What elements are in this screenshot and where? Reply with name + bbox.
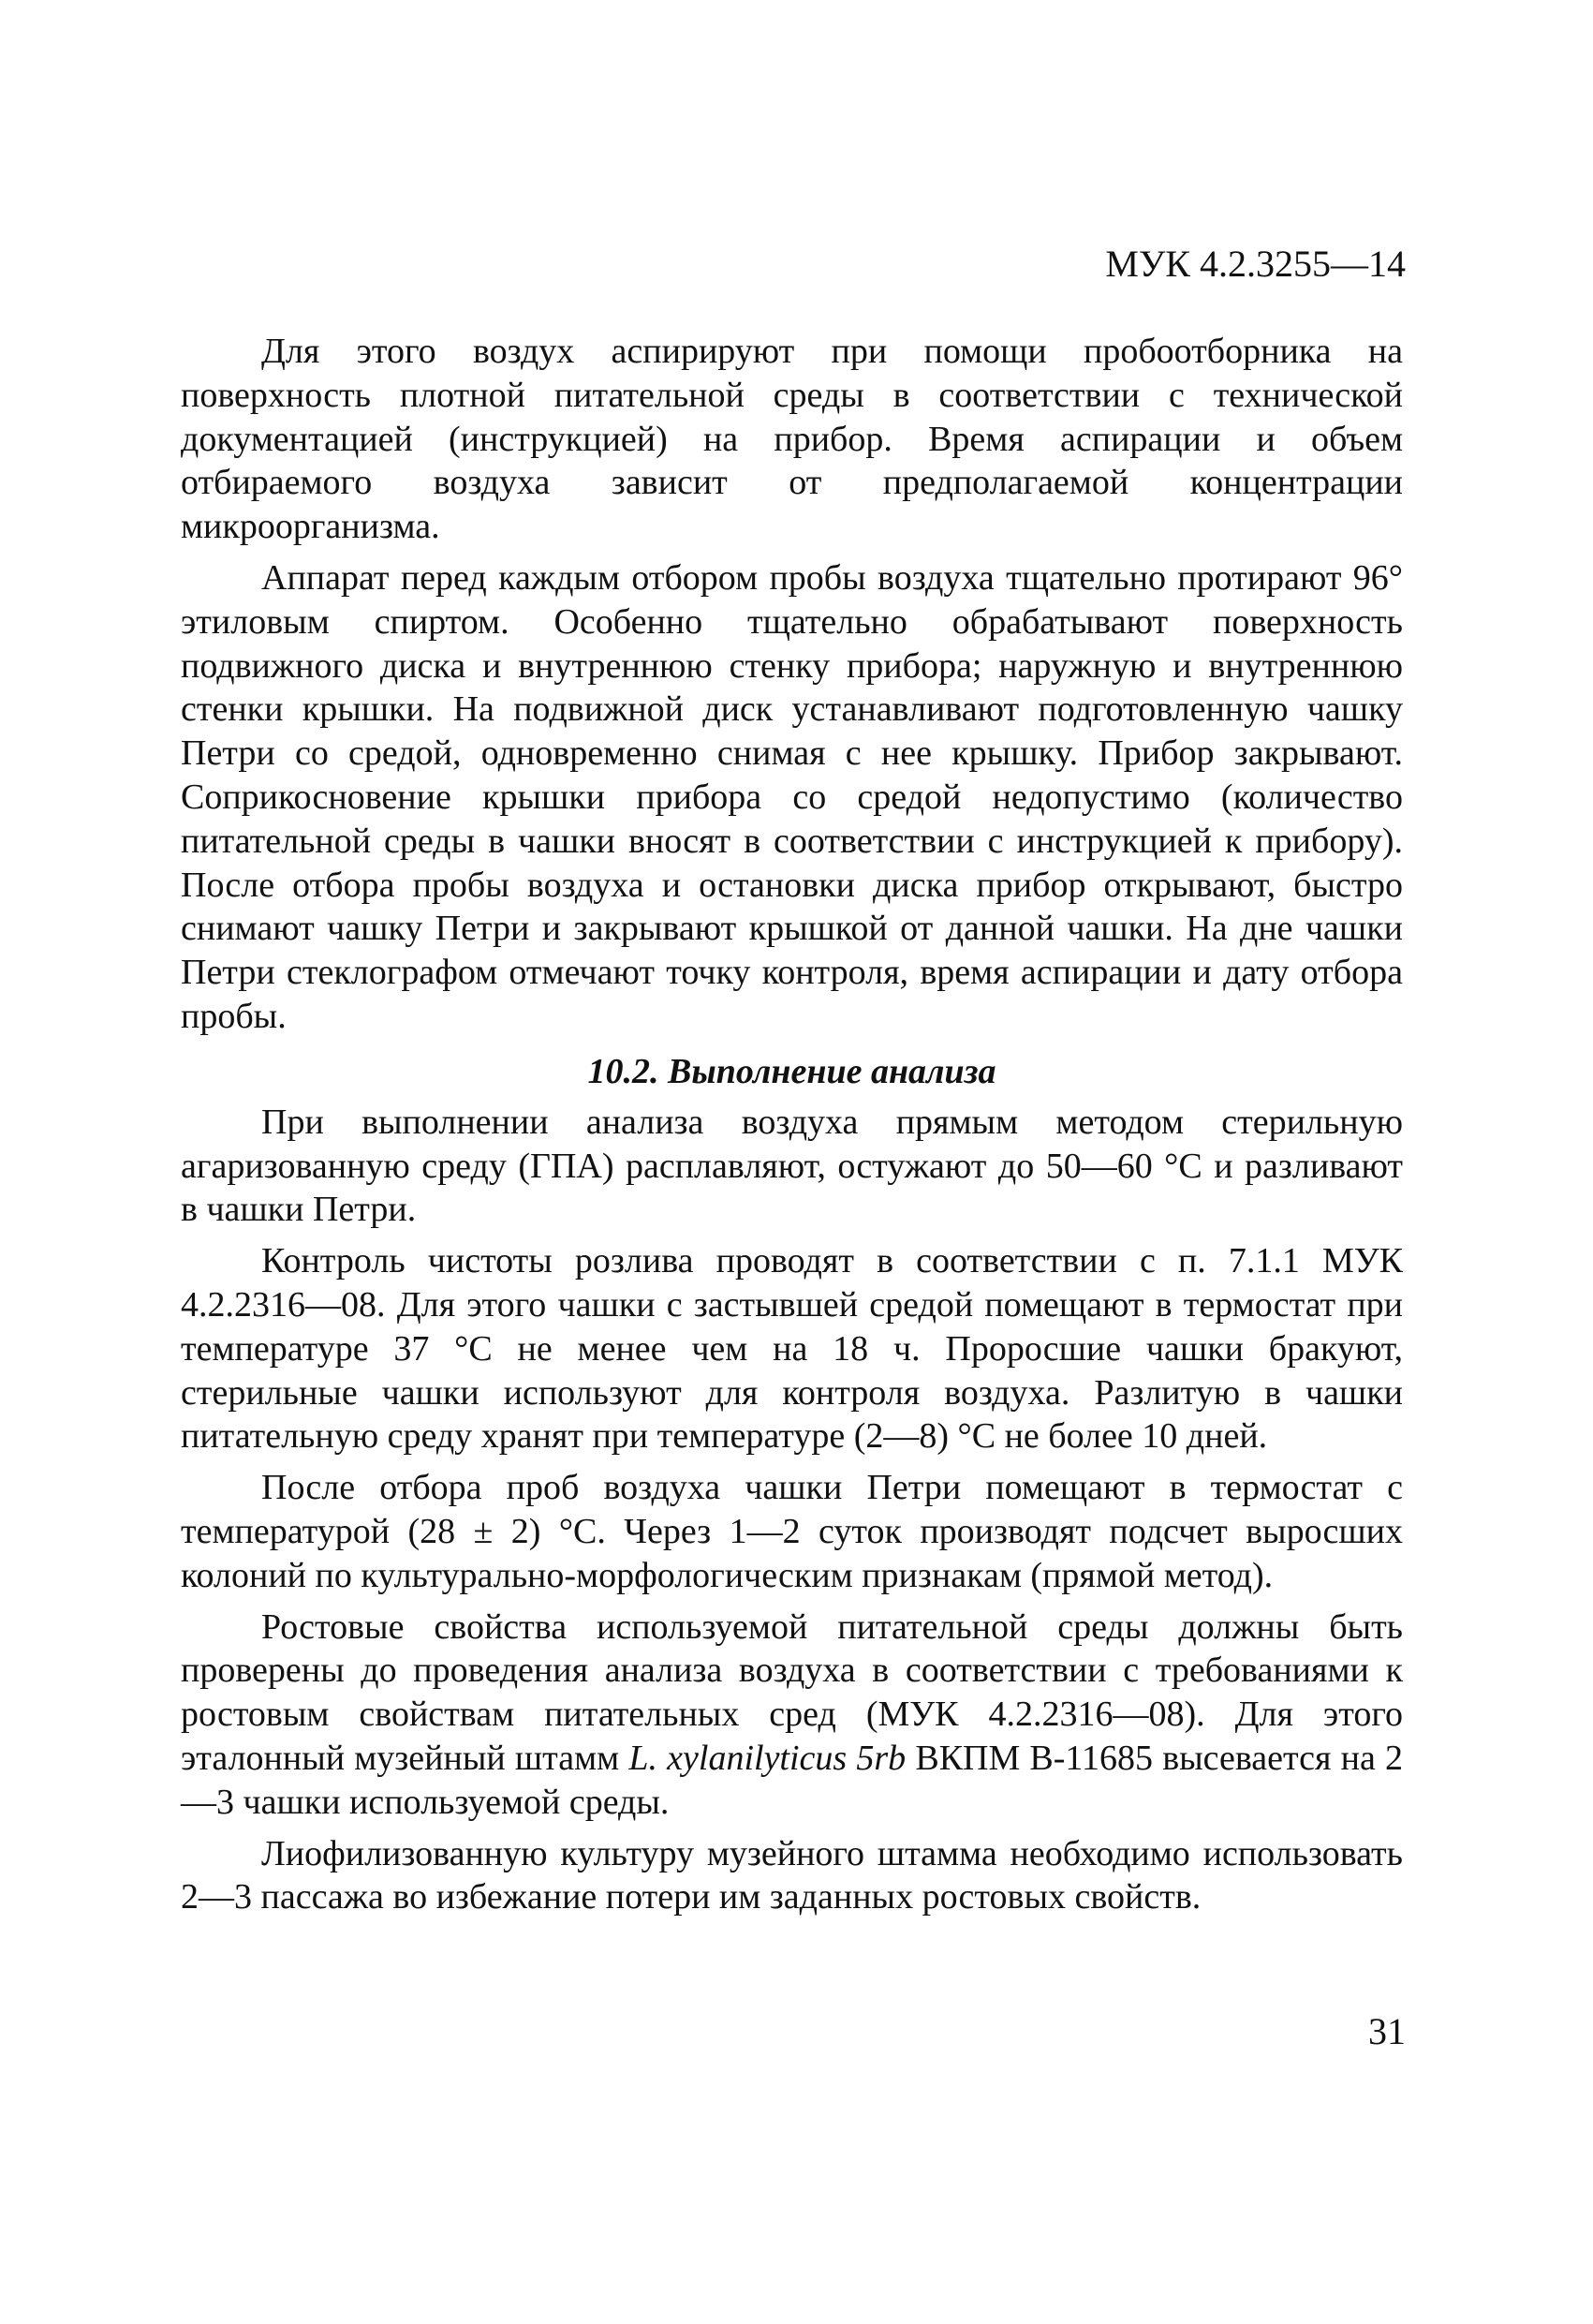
paragraph-growth-properties bbox=[181, 1606, 1403, 1825]
paragraph-aspiration: Для этого воздух аспирируют при помощи пробоотборника на поверхность плотной питательной среды в соответствии с технической документацией (инструкцией) на прибор. Время аспирации и объем отбираемого воздуха зависит от предполагаемой концентрации микроорганизма. bbox=[181, 332, 1403, 547]
paragraph-apparatus: Аппарат перед каждым отбором пробы воздуха тщательно протирают 96° этиловым спиртом. Особенно тщательно обрабатывают поверхность подвижного диска и внутреннюю стенку прибора; наружную и внутреннюю стенки крышки. На подвижной диск устанавливают подготовленную чашку Петри со средой, одновременно снимая с нее крышку. Прибор закрывают. Соприкосновение крышки прибора со средой недопустимо (количество питательной среды в чашки вносят в соответствии с инструкцией к прибору). После отбора пробы воздуха и остановки диска прибор открывают, быстро снимают чашку Петри и закрывают крышкой от данной чашки. На дне чашки Петри стеклографом отмечают точку контроля, время аспирации и дату отбора пробы. bbox=[181, 557, 1403, 1036]
page-number: 31 bbox=[1368, 2010, 1406, 2052]
section-heading: 10.2. Выполнение анализа bbox=[587, 1051, 996, 1091]
growth-properties-text-end: ВКПМ В-11685 высевается на 2—3 чашки используемой среды. bbox=[181, 1738, 1403, 1822]
paragraph-lyophilized-culture: Лиофилизованную культуру музейного штамма необходимо использовать 2—3 пассажа во избежание потери им заданных ростовых свойств. bbox=[181, 1833, 1403, 1917]
paragraph-purity-control: Контроль чистоты розлива проводят в соответствии с п. 7.1.1 МУК 4.2.2316—08. Для этого чашки с застывшей средой помещают в термостат при температуре 37 °С не менее чем на 18 ч. Проросшие чашки бракуют, стерильные чашки используют для контроля воздуха. Разлитую в чашки питательную среду хранят при температуре (2—8) °С не более 10 дней. bbox=[181, 1241, 1403, 1457]
paragraph-incubation: После отбора проб воздуха чашки Петри помещают в термостат с температурой (28 ± 2) °С. Через 1—2 суток производят подсчет выросших колоний по культурально-морфологическим признакам (прямой метод). bbox=[181, 1468, 1403, 1595]
paragraph-direct-method: При выполнении анализа воздуха прямым методом стерильную агаризованную среду (ГПА) расплавляют, остужают до 50—60 °С и разливают в чашки Петри. bbox=[181, 1102, 1403, 1230]
page-body bbox=[181, 330, 1403, 1927]
document-code: МУК 4.2.3255—14 bbox=[1105, 243, 1406, 285]
growth-properties-text-start: Ростовые свойства используемой питательной среды должны быть проверены до проведения анализа воздуха в соответствии с требованиями к ростовым свойствам питательных сред (МУК 4.2.2316—08). Для этого эталонный музейный штамм bbox=[181, 1606, 1403, 1778]
strain-species-name: L. xylanilyticus 5rb bbox=[628, 1738, 907, 1778]
